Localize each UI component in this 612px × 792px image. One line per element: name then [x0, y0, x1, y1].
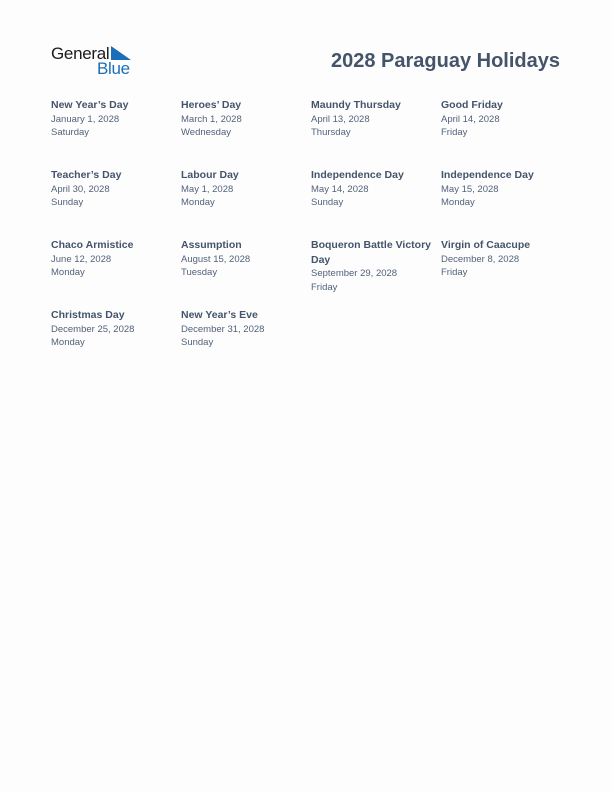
holiday-entry: [51, 168, 175, 210]
holiday-entry: [311, 168, 435, 210]
holiday-name: Independence Day: [441, 169, 534, 181]
holiday-date: June 12, 2028: [51, 253, 112, 265]
holiday-name: New Year’s Eve: [181, 309, 258, 321]
holiday-date: August 15, 2028: [181, 253, 251, 265]
holiday-entry: [181, 238, 305, 280]
holiday-entry: [51, 308, 175, 350]
holiday-name: Assumption: [181, 239, 242, 251]
holiday-date: March 1, 2028: [181, 113, 242, 125]
holiday-date: April 14, 2028: [441, 113, 500, 125]
holiday-name: Teacher’s Day: [51, 169, 122, 181]
logo-blue-text: Blue: [97, 59, 130, 78]
holiday-weekday: Monday: [51, 337, 85, 349]
holiday-date: April 13, 2028: [311, 113, 370, 125]
holiday-entry: [181, 168, 305, 210]
holiday-name: Heroes’ Day: [181, 99, 242, 111]
holiday-name: New Year’s Day: [51, 99, 129, 111]
holiday-date: April 30, 2028: [51, 183, 110, 195]
holiday-weekday: Thursday: [311, 127, 351, 139]
holiday-weekday: Sunday: [181, 337, 214, 349]
holiday-weekday: Monday: [441, 197, 475, 209]
holiday-entry: [51, 98, 175, 140]
holiday-date: December 8, 2028: [441, 253, 520, 265]
holiday-entry: [51, 238, 175, 280]
holiday-entry: [441, 98, 565, 140]
holiday-entry: [181, 308, 305, 350]
holiday-name: Good Friday: [441, 99, 503, 111]
holiday-entry: [181, 98, 305, 140]
holiday-weekday: Wednesday: [181, 127, 231, 139]
holiday-weekday: Sunday: [311, 197, 344, 209]
holiday-name: Virgin of Caacupe: [441, 239, 531, 251]
logo: [51, 44, 141, 80]
holiday-weekday: Sunday: [51, 197, 84, 209]
holiday-entry: [311, 238, 435, 295]
holiday-name: Chaco Armistice: [51, 239, 134, 251]
holiday-name: Maundy Thursday: [311, 99, 401, 111]
holiday-weekday: Friday: [441, 127, 468, 139]
holiday-weekday: Tuesday: [181, 267, 218, 279]
holiday-weekday: Friday: [441, 267, 468, 279]
holiday-date: May 15, 2028: [441, 183, 499, 195]
holiday-date: May 1, 2028: [181, 183, 234, 195]
holiday-weekday: Monday: [51, 267, 85, 279]
holiday-weekday: Saturday: [51, 127, 90, 139]
holiday-entry: [441, 168, 565, 210]
holiday-date: December 25, 2028: [51, 323, 135, 335]
holiday-date: September 29, 2028: [311, 268, 398, 279]
logo-triangle-icon: [111, 46, 131, 60]
holiday-entry: [441, 238, 565, 280]
holiday-weekday: Friday: [311, 281, 338, 293]
logo-general-text: General: [51, 44, 110, 63]
page-title: 2028 Paraguay Holidays: [330, 50, 560, 72]
holiday-name: Labour Day: [181, 169, 239, 181]
holiday-date: January 1, 2028: [51, 113, 120, 125]
holiday-name: Independence Day: [311, 169, 404, 181]
holiday-entry: [311, 98, 435, 140]
holiday-date: May 14, 2028: [311, 183, 369, 195]
holiday-name: Boqueron Battle Victory Day: [311, 239, 431, 266]
holiday-date: December 31, 2028: [181, 323, 265, 335]
holiday-name: Christmas Day: [51, 309, 125, 321]
holiday-weekday: Monday: [181, 197, 215, 209]
